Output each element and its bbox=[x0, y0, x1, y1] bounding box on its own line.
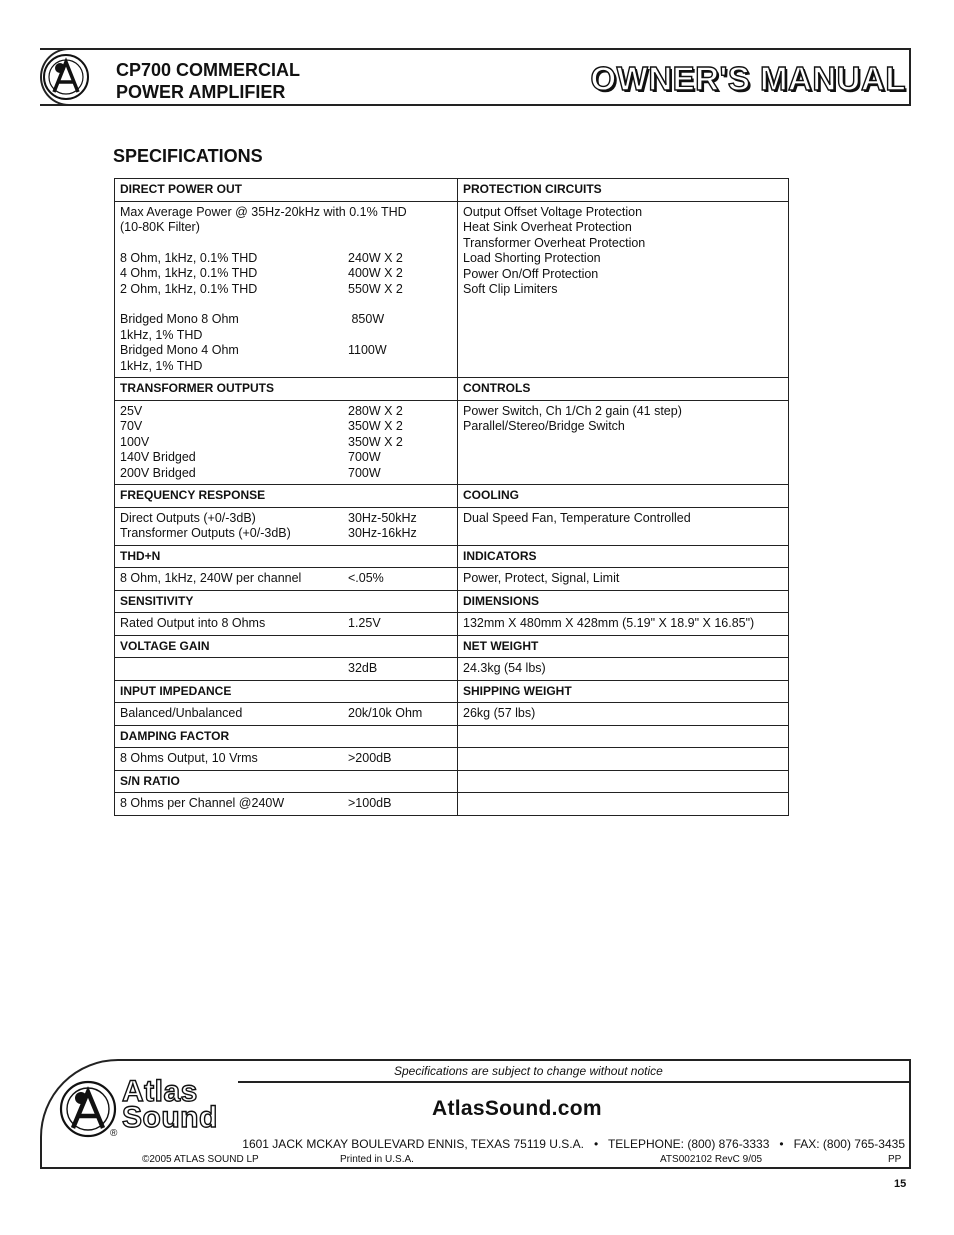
spec-cell bbox=[115, 568, 458, 591]
table-row bbox=[115, 545, 789, 568]
empty-cell bbox=[458, 748, 789, 771]
spec-cell bbox=[115, 201, 458, 378]
spec-cell bbox=[115, 507, 458, 545]
table-row bbox=[115, 793, 789, 816]
spec-label: Bridged Mono 8 Ohm bbox=[120, 312, 239, 326]
product-title-line2: POWER AMPLIFIER bbox=[116, 82, 286, 102]
spec-label: 70V bbox=[120, 419, 143, 433]
table-row bbox=[115, 680, 789, 703]
spec-heading: THD+N bbox=[115, 545, 458, 568]
spec-heading: PROTECTION CIRCUITS bbox=[458, 179, 789, 202]
spec-value: 132mm X 480mm X 428mm (5.19" X 18.9" X 16.85") bbox=[458, 613, 789, 636]
spec-value: 30Hz-50kHz bbox=[348, 510, 417, 525]
spec-value: 350W X 2 bbox=[348, 419, 403, 433]
spec-cell bbox=[115, 793, 458, 816]
table-row bbox=[115, 590, 789, 613]
spec-heading: S/N RATIO bbox=[115, 770, 458, 793]
table-row bbox=[115, 725, 789, 748]
website-link[interactable]: AtlasSound.com bbox=[432, 1097, 602, 1120]
spec-cell bbox=[458, 201, 789, 378]
table-row bbox=[115, 400, 789, 485]
spec-value: 20k/10k Ohm bbox=[348, 706, 423, 720]
table-row bbox=[115, 703, 789, 726]
registered-mark: ® bbox=[110, 1128, 118, 1139]
spec-value: 24.3kg (54 lbs) bbox=[458, 658, 789, 681]
printed-in: Printed in U.S.A. bbox=[340, 1154, 414, 1165]
document-number: ATS002102 RevC 9/05 bbox=[660, 1154, 763, 1165]
spec-value: 26kg (57 lbs) bbox=[458, 703, 789, 726]
spec-label: 1kHz, 1% THD bbox=[120, 358, 203, 373]
list-item: Load Shorting Protection bbox=[463, 251, 601, 265]
spec-line bbox=[120, 526, 452, 542]
spec-value: 350W X 2 bbox=[348, 434, 403, 449]
spec-label: Bridged Mono 4 Ohm bbox=[120, 343, 239, 357]
section-title: SPECIFICATIONS bbox=[113, 146, 263, 166]
spec-value: 1.25V bbox=[348, 616, 381, 630]
list-item: Output Offset Voltage Protection bbox=[463, 204, 643, 219]
spec-cell bbox=[115, 703, 458, 726]
spec-line bbox=[120, 511, 452, 527]
spec-heading: VOLTAGE GAIN bbox=[115, 635, 458, 658]
spec-line bbox=[120, 251, 452, 267]
spec-heading: NET WEIGHT bbox=[458, 635, 789, 658]
product-title bbox=[116, 59, 300, 103]
spec-value: Power, Protect, Signal, Limit bbox=[458, 568, 789, 591]
list-item: Parallel/Stereo/Bridge Switch bbox=[463, 419, 625, 433]
spec-line bbox=[120, 359, 452, 375]
list-item: Transformer Overheat Protection bbox=[463, 235, 646, 250]
owners-manual-heading: OWNER'S MANUAL bbox=[590, 60, 906, 97]
spec-label: 8 Ohms Output, 10 Vrms bbox=[120, 751, 258, 765]
spec-value: <.05% bbox=[348, 571, 384, 585]
spec-label: Direct Outputs (+0/-3dB) bbox=[120, 510, 256, 525]
spec-line bbox=[120, 312, 452, 328]
spec-line bbox=[120, 466, 452, 482]
footer-divider bbox=[238, 1081, 911, 1083]
spec-cell bbox=[115, 400, 458, 485]
spec-heading: FREQUENCY RESPONSE bbox=[115, 485, 458, 508]
spec-value: 550W X 2 bbox=[348, 281, 403, 296]
spec-line bbox=[120, 661, 452, 677]
brand-line2: Sound bbox=[122, 1101, 218, 1134]
spec-value: 280W X 2 bbox=[348, 403, 403, 418]
list-item: Power Switch, Ch 1/Ch 2 gain (41 step) bbox=[463, 403, 682, 418]
list-item: Soft Clip Limiters bbox=[463, 282, 558, 296]
empty-cell bbox=[458, 725, 789, 748]
spec-cell bbox=[115, 613, 458, 636]
table-row bbox=[115, 770, 789, 793]
copyright: ©2005 ATLAS SOUND LP bbox=[142, 1154, 259, 1165]
spec-heading: COOLING bbox=[458, 485, 789, 508]
table-row bbox=[115, 613, 789, 636]
page-number: 15 bbox=[894, 1178, 907, 1190]
spec-line bbox=[120, 282, 452, 298]
spec-label bbox=[120, 661, 348, 677]
spec-cell bbox=[115, 748, 458, 771]
spec-value: 400W X 2 bbox=[348, 266, 403, 280]
disclaimer-note: Specifications are subject to change without notice bbox=[394, 1064, 663, 1078]
spec-line bbox=[120, 435, 452, 451]
atlas-logo-icon bbox=[58, 1078, 118, 1140]
company-address: 1601 JACK MCKAY BOULEVARD ENNIS, TEXAS 75119 U.S.A. • TELEPHONE: (800) 876-3333 • FAX: (800) 765-3435 bbox=[242, 1137, 905, 1151]
spec-label: 1kHz, 1% THD bbox=[120, 327, 203, 342]
spec-label: 4 Ohm, 1kHz, 0.1% THD bbox=[120, 266, 258, 280]
specifications-table bbox=[114, 178, 789, 816]
spec-line bbox=[120, 266, 452, 282]
spec-heading: DAMPING FACTOR bbox=[115, 725, 458, 748]
brand-line1: Atlas bbox=[122, 1075, 198, 1108]
spec-heading: TRANSFORMER OUTPUTS bbox=[115, 378, 458, 401]
spec-value: >200dB bbox=[348, 751, 392, 765]
spec-text: (10-80K Filter) bbox=[120, 220, 200, 234]
spec-line bbox=[120, 419, 452, 435]
spec-heading: INPUT IMPEDANCE bbox=[115, 680, 458, 703]
spec-heading: SENSITIVITY bbox=[115, 590, 458, 613]
product-title-line1: CP700 COMMERCIAL bbox=[116, 60, 301, 80]
spec-text: Max Average Power @ 35Hz-20kHz with 0.1% THD bbox=[120, 204, 407, 219]
spec-line bbox=[120, 404, 452, 420]
spec-label: Balanced/Unbalanced bbox=[120, 706, 243, 720]
table-row bbox=[115, 378, 789, 401]
spec-heading: SHIPPING WEIGHT bbox=[458, 680, 789, 703]
table-row bbox=[115, 748, 789, 771]
table-row bbox=[115, 485, 789, 508]
spec-label: Transformer Outputs (+0/-3dB) bbox=[120, 526, 291, 540]
spec-line bbox=[120, 450, 452, 466]
spec-cell bbox=[458, 400, 789, 485]
spec-line bbox=[120, 616, 452, 632]
spec-line bbox=[120, 328, 452, 344]
spec-label: 200V Bridged bbox=[120, 465, 196, 480]
spec-value: 240W X 2 bbox=[348, 250, 403, 265]
pp-code: PP bbox=[888, 1154, 902, 1165]
spec-line bbox=[120, 796, 452, 812]
table-row bbox=[115, 201, 789, 378]
spec-value: 1100W bbox=[348, 343, 387, 357]
empty-cell bbox=[458, 793, 789, 816]
brand-wordmark bbox=[122, 1075, 218, 1134]
spec-heading: DIRECT POWER OUT bbox=[115, 179, 458, 202]
spec-value: 700W bbox=[348, 465, 381, 480]
spec-label: 2 Ohm, 1kHz, 0.1% THD bbox=[120, 281, 258, 296]
spec-line bbox=[120, 706, 452, 722]
spec-label: 100V bbox=[120, 434, 150, 449]
spec-cell bbox=[115, 658, 458, 681]
list-item: Heat Sink Overheat Protection bbox=[463, 220, 632, 234]
spec-value: 850W bbox=[348, 312, 385, 326]
table-row bbox=[115, 635, 789, 658]
spec-line bbox=[120, 751, 452, 767]
empty-cell bbox=[458, 770, 789, 793]
table-row bbox=[115, 179, 789, 202]
spec-label: 140V Bridged bbox=[120, 450, 196, 464]
spec-heading: CONTROLS bbox=[458, 378, 789, 401]
spec-heading: INDICATORS bbox=[458, 545, 789, 568]
spec-label: 8 Ohm, 1kHz, 240W per channel bbox=[120, 571, 302, 585]
list-item: Power On/Off Protection bbox=[463, 266, 599, 281]
spec-value: 30Hz-16kHz bbox=[348, 526, 417, 540]
spec-value: 32dB bbox=[348, 661, 378, 675]
spec-label: 8 Ohm, 1kHz, 0.1% THD bbox=[120, 250, 258, 265]
spec-heading: DIMENSIONS bbox=[458, 590, 789, 613]
spec-line bbox=[120, 343, 452, 359]
table-row bbox=[115, 568, 789, 591]
table-row bbox=[115, 507, 789, 545]
spec-line bbox=[120, 571, 452, 587]
spec-label: 8 Ohms per Channel @240W bbox=[120, 796, 285, 810]
table-row bbox=[115, 658, 789, 681]
spec-value: >100dB bbox=[348, 796, 392, 810]
atlas-logo-icon bbox=[41, 50, 91, 104]
spec-label: Rated Output into 8 Ohms bbox=[120, 616, 266, 630]
spec-label: 25V bbox=[120, 403, 143, 418]
spec-value: Dual Speed Fan, Temperature Controlled bbox=[458, 507, 789, 545]
spec-value: 700W bbox=[348, 450, 381, 464]
